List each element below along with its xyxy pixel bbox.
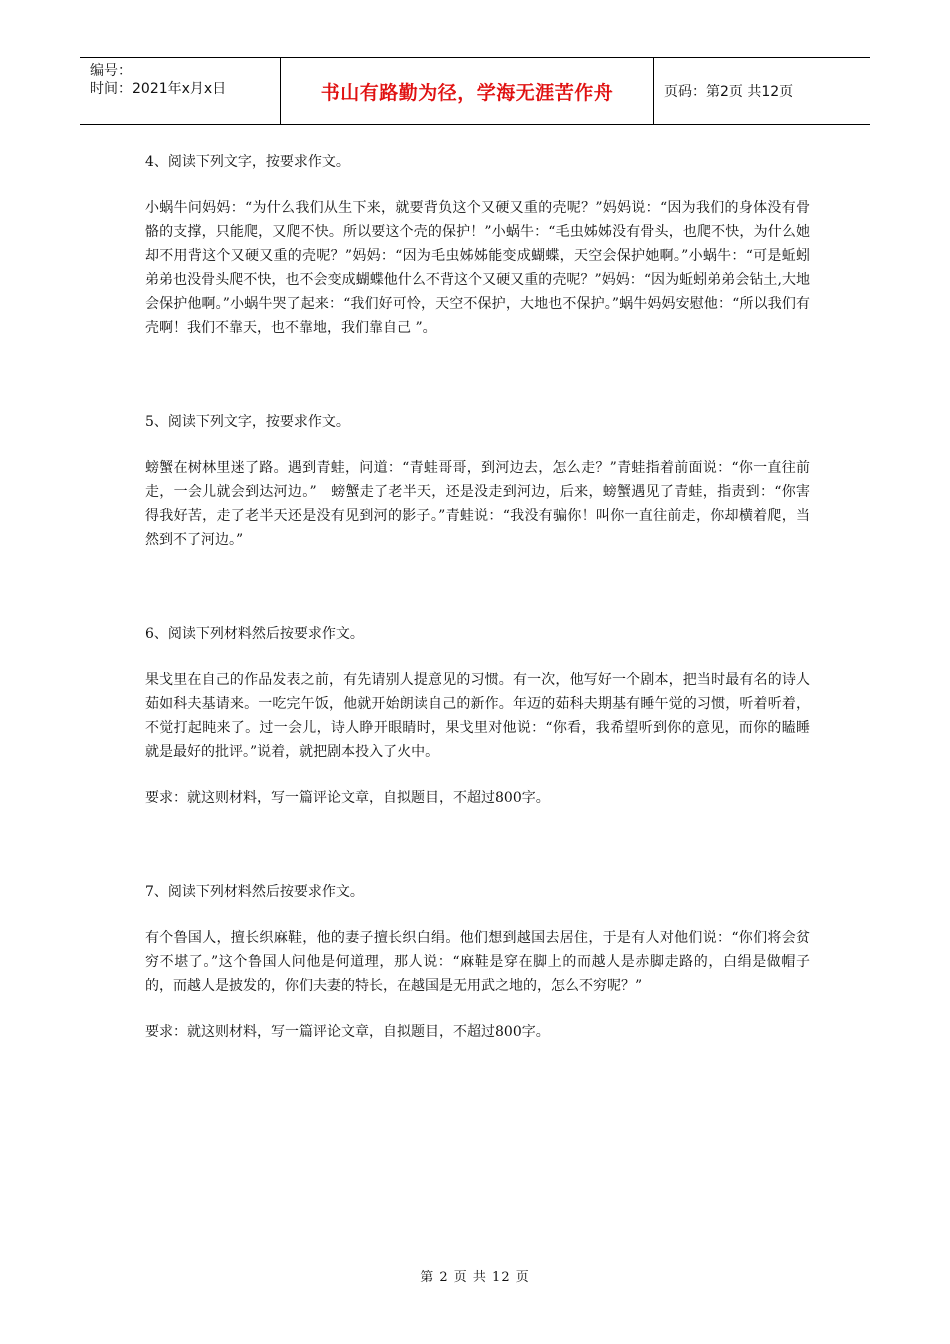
- section-paragraph: 果戈里在自己的作品发表之前，有先请别人提意见的习惯。有一次，他写好一个剧本，把当时最有名的诗人茹如科夫基请来。一吃完午饭，他就开始朗读自己的新作。年迈的茹科夫期基有睡午觉的习惯，听着听着，不觉打起盹来了。过一会儿，诗人睁开眼睛时，果戈里对他说：“你看，我希望听到你的意见，而你的瞌睡就是最好的批评。”说着，就把剧本投入了火中。: [145, 672, 810, 760]
- header-info: [80, 58, 281, 124]
- page-header: [80, 57, 870, 125]
- header-motto: 书山有路勤为径，学海无涯苦作舟: [281, 58, 654, 124]
- document-time-label: 时间：2021年x月x日: [90, 81, 227, 97]
- section-heading: 4、阅读下列文字，按要求作文。: [145, 154, 350, 170]
- section-paragraph: 有个鲁国人，擅长织麻鞋，他的妻子擅长织白绢。他们想到越国去居住，于是有人对他们说：“你们将会贫穷不堪了。”这个鲁国人问他是何道理，那人说：“麻鞋是穿在脚上的而越人是赤脚走路的，白绢是做帽子的，而越人是披发的，你们夫妻的特长，在越国是无用武之地的，怎么不穷呢？”: [145, 930, 810, 994]
- section-paragraph: 螃蟹在树林里迷了路。遇到青蛙，问道：“青蛙哥哥，到河边去，怎么走？”青蛙指着前面说：“你一直往前走，一会儿就会到达河边。” 螃蟹走了老半天，还是没走到河边，后来，螃蟹遇见了青蛙，指责到：“你害得我好苦，走了老半天还是没有见到河的影子。”青蛙说：“我没有骗你！叫你一直往前走，你却横着爬，当然到不了河边。”: [145, 460, 810, 548]
- section-4: [145, 150, 810, 340]
- document-body: [145, 150, 810, 1044]
- section-7: [145, 880, 810, 1044]
- section-requirement: 要求：就这则材料，写一篇评论文章，自拟题目，不超过800字。: [145, 1024, 550, 1040]
- document-number-label: 编号：: [90, 63, 132, 79]
- section-requirement: 要求：就这则材料，写一篇评论文章，自拟题目，不超过800字。: [145, 790, 550, 806]
- section-6: [145, 622, 810, 810]
- page-footer: 第 2 页 共 12 页: [420, 1270, 530, 1285]
- section-heading: 5、阅读下列文字，按要求作文。: [145, 414, 350, 430]
- section-paragraph: 小蜗牛问妈妈：“为什么我们从生下来，就要背负这个又硬又重的壳呢？”妈妈说：“因为我们的身体没有骨骼的支撑，只能爬，又爬不快。所以要这个壳的保护！”小蜗牛：“毛虫姊姊没有骨头，也爬不快，为什么她却不用背这个又硬又重的壳呢？”妈妈：“因为毛虫姊姊能变成蝴蝶，天空会保护她啊。”小蜗牛：“可是蚯蚓弟弟也没骨头爬不快，也不会变成蝴蝶他什么不背这个又硬又重的壳呢？”妈妈：“因为蚯蚓弟弟会钻土,大地会保护他啊。”小蜗牛哭了起来：“我们好可怜，天空不保护，大地也不保护。”蜗牛妈妈安慰他：“所以我们有壳啊！我们不靠天，也不靠地，我们靠自己 ”。: [145, 200, 810, 336]
- section-heading: 6、阅读下列材料然后按要求作文。: [145, 626, 364, 642]
- section-5: [145, 410, 810, 552]
- header-page-number: 页码：第2页 共12页: [664, 84, 794, 100]
- section-heading: 7、阅读下列材料然后按要求作文。: [145, 884, 364, 900]
